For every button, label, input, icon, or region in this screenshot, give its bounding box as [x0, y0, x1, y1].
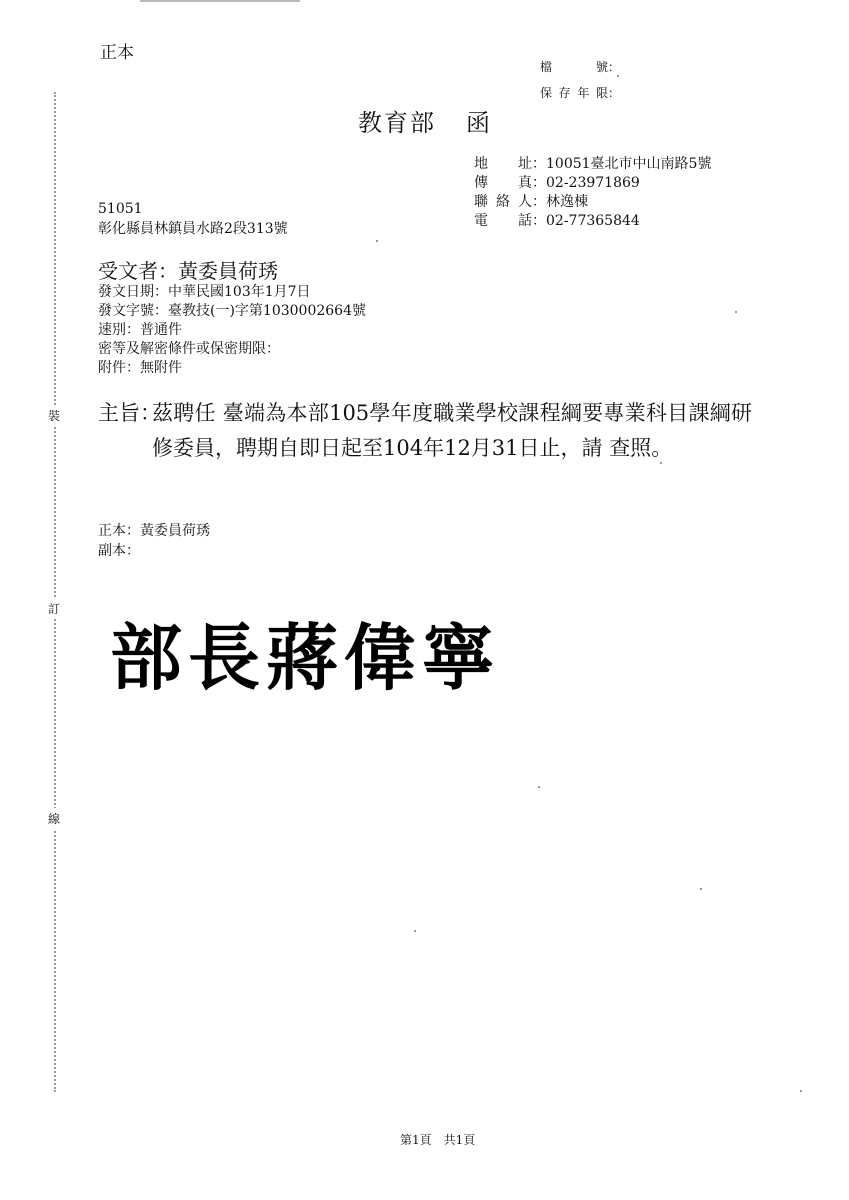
recipient-name: 黃委員荷琇: [178, 259, 278, 283]
scan-speck: [660, 462, 662, 464]
distribution-block: [98, 521, 210, 561]
contact-label: 電 話: [474, 213, 532, 229]
file-number-label: 檔 號: [540, 60, 608, 74]
scan-artifact-line: [140, 0, 300, 2]
meta-row-number: 發文字號：臺教技(一)字第1030002664號: [98, 303, 366, 319]
contact-value: 02-77365844: [546, 213, 640, 229]
binding-mark-xian: 線: [48, 808, 60, 829]
scan-speck: [538, 786, 540, 788]
meta-row-security: 密等及解密條件或保密期限：: [98, 341, 280, 357]
distribution-original-row: 正本：黃委員荷琇: [98, 523, 210, 539]
scan-speck: [617, 75, 619, 77]
distribution-label: 副本: [98, 543, 126, 559]
contact-value: 10051臺北市中山南路5號: [546, 156, 712, 172]
subject-label: 主旨：: [98, 401, 161, 425]
document-title: [358, 103, 492, 138]
meta-value: 無附件: [140, 360, 182, 376]
contact-value: 林逸棟: [546, 194, 588, 210]
recipient-label: 受文者: [98, 259, 158, 283]
meta-label: 附件: [98, 360, 126, 376]
contact-address-row: 地 址 ： 10051臺北市中山南路5號: [474, 156, 712, 172]
retention-period-row: 保存年限 ：: [540, 80, 620, 106]
binding-mark-zhuang: 裝: [48, 405, 60, 426]
subject-block: [98, 396, 758, 506]
meta-row-date: 發文日期：中華民國103年1月7日: [98, 284, 311, 300]
distribution-value: 黃委員荷琇: [140, 523, 210, 539]
scan-speck: [735, 311, 737, 313]
recipient-zip: 51051: [98, 201, 143, 217]
contact-phone-row: 電 話 ： 02-77365844: [474, 213, 640, 229]
scan-speck: [800, 1090, 802, 1092]
page-footer: [400, 1131, 475, 1148]
contact-block: [474, 155, 711, 231]
scan-speck: [376, 240, 378, 242]
file-info-block: [540, 54, 620, 106]
recipient-line: 受文者：黃委員荷琇: [98, 259, 278, 283]
contact-label: 地 址: [474, 156, 532, 172]
distribution-label: 正本: [98, 523, 126, 539]
meta-label: 速別: [98, 322, 126, 338]
binding-mark-ding: 訂: [48, 598, 60, 619]
meta-label: 發文字號: [98, 303, 154, 319]
contact-fax-row: 傳 真 ： 02-23971869: [474, 175, 640, 191]
retention-period-label: 保存年限: [540, 86, 608, 100]
scan-speck: [414, 930, 416, 932]
meta-value: 臺教技(一)字第1030002664號: [168, 303, 366, 319]
agency-name: 教育部: [358, 109, 436, 137]
signature-text: 部長蔣偉寧: [110, 615, 501, 700]
meta-row-attachment: 附件：無附件: [98, 360, 182, 376]
subject-text: 茲聘任 臺端為本部105學年度職業學校課程綱要專業科目課綱研修委員，聘期自即日起至104年12月31日止，請 查照。: [152, 401, 752, 460]
file-number-row: 檔 號 ：: [540, 54, 620, 80]
meta-value: 中華民國103年1月7日: [168, 284, 311, 300]
meta-value: 普通件: [140, 322, 182, 338]
binding-line: [54, 92, 57, 1092]
contact-value: 02-23971869: [546, 175, 640, 191]
page-total: 共1頁: [443, 1133, 476, 1147]
copy-type-label: 正本: [100, 43, 134, 63]
document-meta-block: [98, 283, 366, 378]
page-number: 第1頁: [400, 1133, 432, 1147]
scan-speck: [700, 888, 702, 890]
meta-row-speed: 速別：普通件: [98, 322, 182, 338]
minister-signature-seal: [110, 600, 500, 704]
distribution-copy-row: 副本：: [98, 543, 140, 559]
recipient-address: 彰化縣員林鎮員水路2段313號: [98, 221, 288, 237]
document-type: 函: [466, 109, 492, 137]
meta-label: 發文日期: [98, 284, 154, 300]
contact-person-row: 聯絡人 ： 林逸棟: [474, 194, 588, 210]
meta-label: 密等及解密條件或保密期限: [98, 341, 266, 357]
contact-label: 傳 真: [474, 175, 532, 191]
contact-label: 聯絡人: [474, 194, 532, 210]
